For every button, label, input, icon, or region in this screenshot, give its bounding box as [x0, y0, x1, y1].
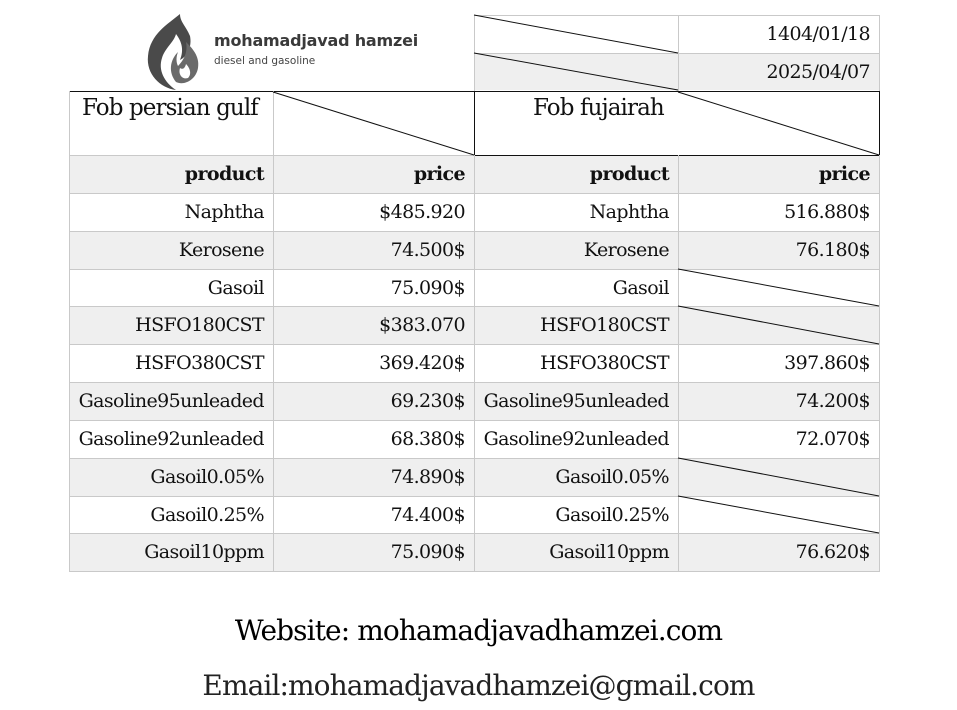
table-cell-right-price: 76.620$	[795, 541, 870, 563]
table-cell-left-product: Gasoil0.25%	[150, 504, 264, 526]
footer-email[interactable]: Email:mohamadjavadhamzei@gmail.com	[202, 669, 755, 702]
table-cell-left-price: $485.920	[379, 201, 465, 223]
table-cell-left-product: Naphtha	[184, 201, 264, 223]
brand-name: mohamadjavad hamzei	[214, 31, 419, 50]
table-cell-left-product: Gasoil	[207, 277, 264, 299]
table-cell-right-price: 397.860$	[784, 352, 870, 374]
table-cell-right-product: Kerosene	[583, 239, 669, 261]
table-cell-left-price: 74.400$	[390, 504, 465, 526]
table-cell-right-product: Naphtha	[589, 201, 669, 223]
table-cell-right-product: Gasoil	[612, 277, 669, 299]
date-gregorian: 2025/04/07	[766, 60, 870, 83]
table-cell-right-product: Gasoline92unleaded	[483, 428, 669, 450]
table-cell-right-price: 76.180$	[795, 239, 870, 261]
diag-right-hsfo180	[678, 306, 879, 344]
table-cell-left-product: HSFO380CST	[135, 352, 264, 374]
title-fob-persian-gulf: Fob persian gulf	[82, 95, 258, 121]
table-cell-right-price: 72.070$	[795, 428, 870, 450]
table-cell-left-price: 369.420$	[379, 352, 465, 374]
diag-right-title	[678, 92, 879, 155]
table-cell-left-price: 75.090$	[390, 277, 465, 299]
col-header-left-product: product	[184, 163, 264, 185]
table-cell-left-product: Gasoline92unleaded	[78, 428, 264, 450]
col-header-left-price: price	[413, 163, 465, 185]
table-cell-left-product: HSFO180CST	[135, 314, 264, 336]
table-cell-left-price: $383.070	[379, 314, 465, 336]
table-cell-left-price: 74.890$	[390, 466, 465, 488]
table-cell-left-price: 75.090$	[390, 541, 465, 563]
diag-right-gasoil005	[678, 458, 879, 496]
col-header-right-product: product	[589, 163, 669, 185]
date-solar: 1404/01/18	[766, 23, 870, 45]
brand-tagline: diesel and gasoline	[214, 55, 316, 67]
table-cell-right-price: 74.200$	[795, 390, 870, 412]
table-cell-left-price: 69.230$	[390, 390, 465, 412]
table-cell-left-product: Gasoil10ppm	[144, 541, 264, 563]
table-cell-left-price: 68.380$	[390, 428, 465, 450]
diag-right-gasoil025	[678, 496, 879, 533]
table-cell-left-product: Kerosene	[178, 239, 264, 261]
diag-left-title	[273, 92, 474, 155]
diag-top-date-1	[474, 15, 678, 53]
diag-right-gasoil	[678, 269, 879, 306]
table-cell-right-product: HSFO180CST	[540, 314, 669, 336]
table-cell-left-product: Gasoline95unleaded	[78, 390, 264, 412]
footer-website[interactable]: Website: mohamadjavadhamzei.com	[234, 614, 723, 647]
table-cell-right-product: HSFO380CST	[540, 352, 669, 374]
title-fob-fujairah: Fob fujairah	[533, 95, 664, 121]
table-cell-left-product: Gasoil0.05%	[150, 466, 264, 488]
table-cell-right-product: Gasoil0.25%	[555, 504, 669, 526]
diag-top-date-2	[474, 53, 678, 90]
table-cell-right-product: Gasoline95unleaded	[483, 390, 669, 412]
col-header-right-price: price	[818, 163, 870, 185]
table-cell-left-price: 74.500$	[390, 239, 465, 261]
table-cell-right-price: 516.880$	[784, 201, 870, 223]
table-cell-right-product: Gasoil10ppm	[549, 541, 669, 563]
table-cell-right-product: Gasoil0.05%	[555, 466, 669, 488]
